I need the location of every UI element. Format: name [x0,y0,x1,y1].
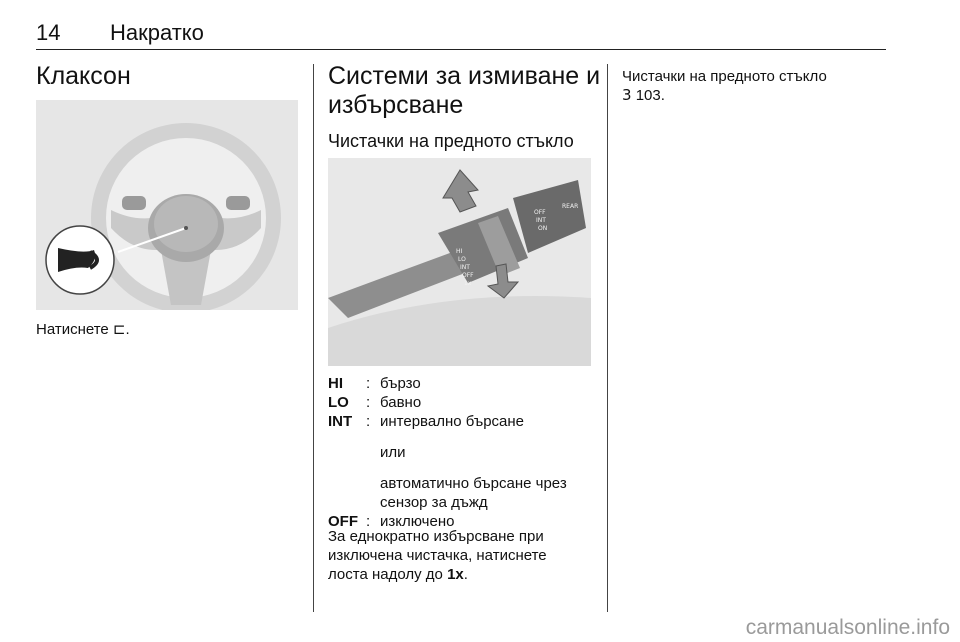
cross-reference [622,67,827,105]
page-number: 14 [36,20,61,45]
wipers-heading [328,62,600,120]
cross-reference-page [622,86,827,105]
paragraph-line: За еднократно избърсване при [328,528,544,545]
stalk-label-lo: LO [458,256,466,263]
stalk-label-hi: HI [456,248,463,255]
int-auto-line1: автоматично бърсане чрез [380,475,567,492]
setting-colon: : [366,375,371,392]
setting-colon: : [366,413,371,430]
section-title: Накратко [110,20,204,45]
steering-wheel-illustration [36,100,298,310]
setting-value: бавно [380,394,422,411]
paragraph-line: изключена чистачка, натиснете [328,547,547,564]
paragraph-text: лоста надолу до [328,566,448,583]
setting-value: бързо [380,375,421,392]
stalk-label-rear-on: ON [538,225,548,232]
reference-page-number: 103. [631,87,665,104]
stalk-label-rear: REAR [562,203,579,210]
setting-colon: : [366,513,371,530]
setting-key: LO [328,394,349,411]
stalk-label-int: INT [460,264,470,271]
setting-value: изключено [380,513,455,530]
table-row [328,374,598,393]
windscreen-wiper-subheading: Чистачки на предното стъкло [328,131,574,151]
setting-key: OFF [328,513,358,530]
stalk-label-off: OFF [462,272,474,279]
column-divider-1 [313,64,314,612]
wipers-heading-line2: избърсване [328,91,464,119]
wiper-stalk-illustration [328,158,591,366]
horn-icon: ⊏ [112,320,126,338]
horn-heading: Клаксон [36,62,131,90]
setting-key: HI [328,375,343,392]
paragraph-end: . [463,566,468,583]
table-row [328,393,598,412]
int-auto-line2: сензор за дъжд [380,494,488,511]
stalk-label-rear-off: OFF [534,209,546,216]
horn-instruction-end: . [125,321,130,338]
table-row [328,412,598,431]
cross-reference-text: Чистачки на предното стъкло [622,68,827,85]
stalk-label-1x: 1x [464,280,472,287]
reference-arrow-icon: 3 [622,86,632,104]
wiper-settings-table [328,374,598,531]
int-or-text: или [380,444,406,461]
header-rule [36,49,886,50]
horn-instruction-text: Натиснете [36,321,113,338]
paragraph-line [328,565,598,584]
setting-key: INT [328,413,353,430]
column-divider-2 [607,64,608,612]
single-wipe-paragraph [328,527,598,584]
watermark: carmanualsonline.info [745,616,950,639]
setting-value: интервално бърсане [380,413,525,430]
horn-instruction [36,320,130,339]
stalk-label-rear-int: INT [536,217,546,224]
setting-colon: : [366,394,371,411]
wipers-heading-line1: Системи за измиване и [328,62,601,90]
one-x-label: 1x [447,566,464,583]
